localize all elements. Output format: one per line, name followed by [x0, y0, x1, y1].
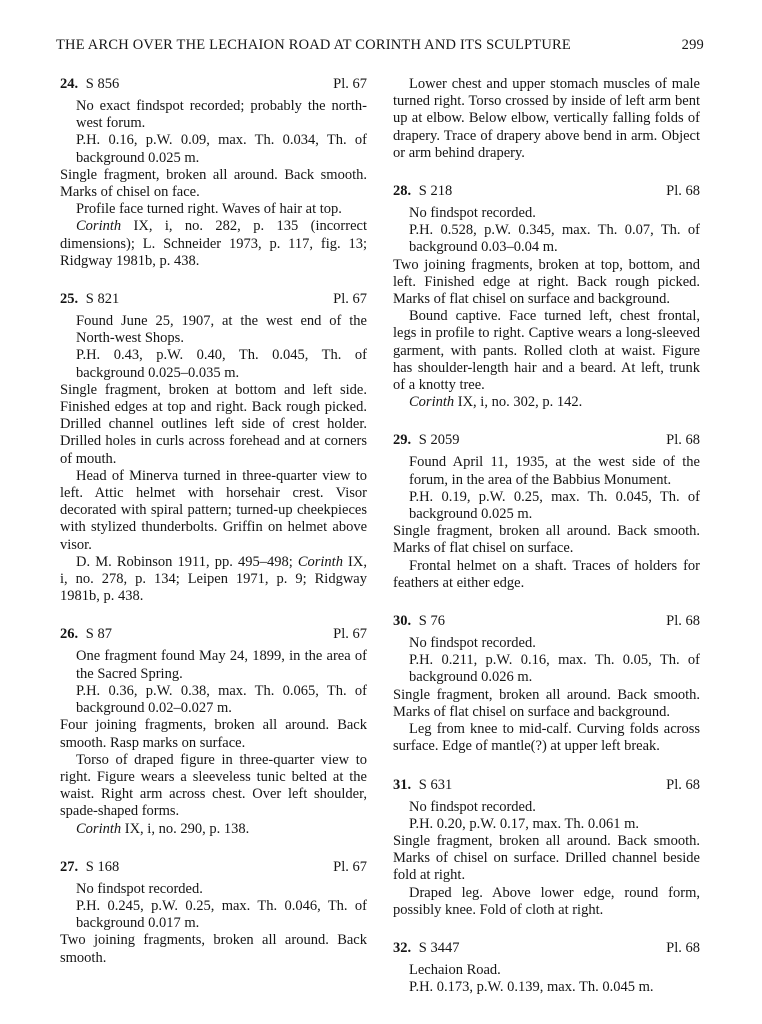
dimensions: P.H. 0.173, p.W. 0.139, max. Th. 0.045 m.	[409, 979, 654, 996]
bibliography-text: IX, i, no. 278, p. 134; Leipen 1971, p. 9; Ridgway 1981b, p. 438.	[60, 553, 367, 605]
entry-heading	[393, 777, 700, 797]
entry-heading	[60, 291, 367, 311]
dimensions: P.H. 0.245, p.W. 0.25, max. Th. 0.046, Th. of background 0.017 m.	[76, 897, 367, 932]
plate-reference: Pl. 68	[666, 183, 700, 200]
findspot: No findspot recorded.	[409, 205, 536, 222]
dimensions: P.H. 0.19, p.W. 0.25, max. Th. 0.045, Th. of background 0.025 m.	[409, 488, 700, 523]
plate-reference: Pl. 67	[333, 76, 367, 92]
plate-reference: Pl. 67	[333, 291, 367, 308]
entry-heading	[393, 183, 700, 203]
running-head	[56, 37, 704, 57]
dimensions: P.H. 0.528, p.W. 0.345, max. Th. 0.07, Th. of background 0.03–0.04 m.	[409, 222, 700, 256]
condition: Two joining fragments, broken all around. Back smooth.	[60, 932, 367, 966]
description: Profile face turned right. Waves of hair at top.	[76, 201, 342, 218]
plate-reference: Pl. 68	[666, 939, 700, 956]
inventory-number: S 218	[418, 183, 453, 200]
entry-heading	[60, 76, 367, 96]
entry-number: 26.	[60, 626, 79, 643]
catalogue-entry-30	[393, 613, 700, 755]
catalogue-entry-28	[393, 183, 700, 411]
dimensions: P.H. 0.36, p.W. 0.38, max. Th. 0.065, Th. of background 0.02–0.027 m.	[76, 682, 367, 717]
dimensions: P.H. 0.43, p.W. 0.40, Th. 0.045, Th. of background 0.025–0.035 m.	[76, 347, 367, 381]
entry-heading	[60, 859, 367, 879]
entry-number: 29.	[393, 432, 412, 449]
findspot: One fragment found May 24, 1899, in the area of the Sacred Spring.	[76, 648, 367, 682]
plate-reference: Pl. 68	[666, 776, 700, 793]
corinth-ref: Corinth	[76, 218, 122, 235]
left-column	[60, 76, 367, 967]
catalogue-entry-31	[393, 777, 700, 919]
description: Frontal helmet on a shaft. Traces of holders for feathers at either edge.	[393, 557, 700, 591]
entry-number: 25.	[60, 291, 79, 308]
findspot: No findspot recorded.	[409, 635, 536, 652]
condition: Four joining fragments, broken all around. Back smooth. Rasp marks on surface.	[60, 717, 367, 751]
corinth-ref: Corinth	[76, 820, 122, 837]
entry-number: 24.	[60, 76, 79, 92]
entry-heading	[393, 613, 700, 633]
inventory-number: S 856	[85, 76, 120, 92]
catalogue-entry-26	[60, 626, 367, 837]
spacer	[393, 411, 700, 432]
entry-heading	[393, 940, 700, 960]
bibliography-text: IX, i, no. 302, p. 142.	[454, 394, 583, 411]
catalogue-entry-25	[60, 291, 367, 605]
entry-number: 27.	[60, 858, 79, 875]
spacer	[60, 838, 367, 859]
condition: Single fragment, broken all around. Back smooth. Marks of chisel on surface. Drilled channel beside fold at right.	[393, 832, 700, 884]
right-column	[393, 76, 700, 996]
bibliography	[60, 218, 367, 270]
plate-reference: Pl. 68	[666, 432, 700, 449]
dimensions: P.H. 0.211, p.W. 0.16, max. Th. 0.05, Th. of background 0.026 m.	[409, 652, 700, 686]
plate-reference: Pl. 68	[666, 613, 700, 630]
description: Torso of draped figure in three-quarter view to right. Figure wears a sleeveless tunic belted at the waist. Right arm across chest. Over left shoulder, spade-shaped forms.	[60, 751, 367, 820]
catalogue-entry-29	[393, 432, 700, 592]
bibliography	[60, 821, 367, 838]
entry-27-description-continued: Lower chest and upper stomach muscles of male turned right. Torso crossed by inside of left arm bent up at elbow. Below elbow, vertically falling folds of drapery. Trace of drapery above bend in arm. Object or arm behind drapery.	[393, 76, 700, 161]
entry-heading	[393, 432, 700, 452]
bibliography-text: IX, i, no. 282, p. 135 (incorrect dimensions); L. Schneider 1973, p. 117, fig. 13; Ridgway 1981b, p. 438.	[60, 218, 367, 269]
dimensions: P.H. 0.20, p.W. 0.17, max. Th. 0.061 m.	[409, 815, 639, 832]
inventory-number: S 821	[85, 291, 120, 308]
entry-number: 32.	[393, 939, 412, 956]
running-head-title: THE ARCH OVER THE LECHAION ROAD AT CORINTH AND ITS SCULPTURE	[56, 37, 571, 53]
catalogue-entry-24	[60, 76, 367, 270]
spacer	[393, 592, 700, 613]
bibliography	[393, 394, 700, 411]
findspot: No findspot recorded.	[409, 798, 536, 815]
inventory-number: S 3447	[418, 939, 460, 956]
findspot: Found June 25, 1907, at the west end of the North-west Shops.	[76, 313, 367, 347]
entry-heading	[60, 626, 367, 646]
inventory-number: S 631	[418, 776, 453, 793]
inventory-number: S 87	[85, 626, 112, 643]
plate-reference: Pl. 67	[333, 626, 367, 643]
findspot: Lechaion Road.	[409, 961, 501, 978]
findspot: No exact findspot recorded; probably the north-west forum.	[76, 98, 367, 132]
inventory-number: S 168	[85, 858, 120, 875]
findspot: Found April 11, 1935, at the west side of the forum, in the area of the Babbius Monument.	[409, 454, 700, 488]
spacer	[60, 270, 367, 291]
description: Bound captive. Face turned left, chest frontal, legs in profile to right. Captive wears a long-sleeved garment, with pants. Rolled cloth at waist. Figure has shoulder-length hair and a beard. At left, trunk of a knotty tree.	[393, 308, 700, 394]
page-number: 299	[681, 37, 704, 53]
findspot: No findspot recorded.	[76, 880, 203, 897]
bibliography	[60, 554, 367, 606]
entry-number: 30.	[393, 613, 412, 630]
inventory-number: S 2059	[418, 432, 460, 449]
condition: Single fragment, broken all around. Back smooth. Marks of chisel on face.	[60, 166, 367, 201]
spacer	[60, 605, 367, 626]
entry-number: 31.	[393, 776, 412, 793]
bibliography-prefix: D. M. Robinson 1911, pp. 495–498;	[76, 553, 298, 570]
condition: Single fragment, broken all around. Back smooth. Marks of flat chisel on surface.	[393, 523, 700, 557]
plate-reference: Pl. 67	[333, 858, 367, 875]
description: Draped leg. Above lower edge, round form, possibly knee. Fold of cloth at right.	[393, 884, 700, 918]
spacer	[393, 919, 700, 940]
description: Leg from knee to mid-calf. Curving folds across surface. Edge of mantle(?) at upper left break.	[393, 721, 700, 755]
dimensions: P.H. 0.16, p.W. 0.09, max. Th. 0.034, Th. of background 0.025 m.	[76, 132, 367, 166]
bibliography-text: IX, i, no. 290, p. 138.	[121, 820, 250, 837]
spacer	[393, 756, 700, 777]
description: Head of Minerva turned in three-quarter view to left. Attic helmet with horsehair crest. Visor decorated with spiral pattern; turned-up cheekpieces with stylized thunderbolts. Griffin on helmet above visor.	[60, 467, 367, 553]
condition: Single fragment, broken all around. Back smooth. Marks of flat chisel on surface and background.	[393, 686, 700, 720]
condition: Single fragment, broken at bottom and left side. Finished edges at top and right. Back rough picked. Drilled channel outlines left side of crest holder. Drilled holes in curls across forehead and at corners of mouth.	[60, 381, 367, 467]
entry-number: 28.	[393, 183, 412, 200]
corinth-ref: Corinth	[409, 394, 455, 411]
inventory-number: S 76	[418, 613, 445, 630]
catalogue-entry-32	[393, 940, 700, 996]
spacer	[393, 162, 700, 183]
corinth-ref: Corinth	[297, 553, 343, 570]
catalogue-entry-27	[60, 859, 367, 967]
condition: Two joining fragments, broken at top, bottom, and left. Finished edge at right. Back rough picked. Marks of flat chisel on surface and background.	[393, 256, 700, 308]
